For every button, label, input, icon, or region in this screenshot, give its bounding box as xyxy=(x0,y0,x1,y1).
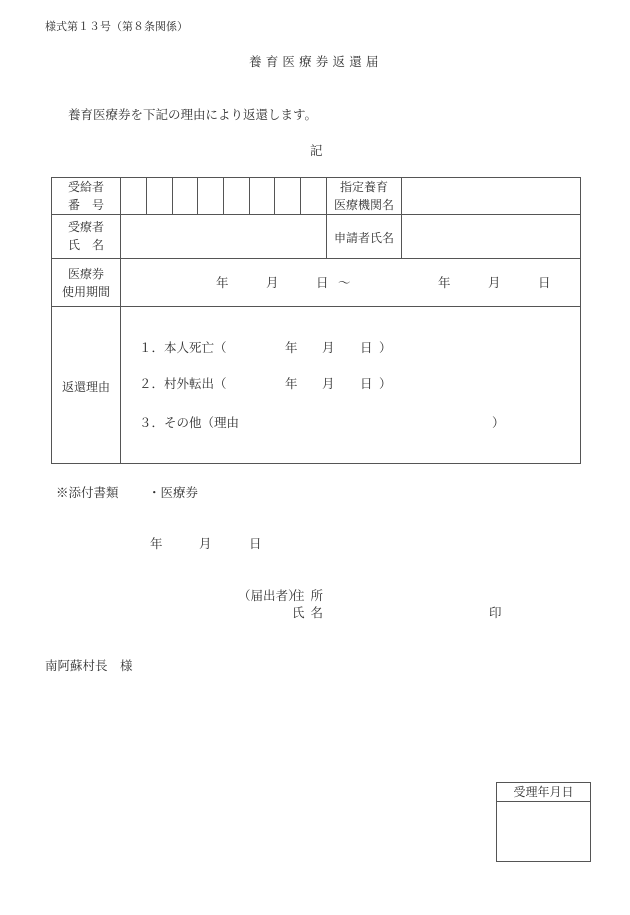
usage-period-label: 医療券 使用期間 xyxy=(61,267,110,299)
ki-label: 記 xyxy=(310,143,323,158)
reason-2-close: ） xyxy=(379,376,392,391)
designated-institution-label: 指定養育 医療機関名 xyxy=(333,180,394,212)
reason-2-text: ２．村外転出（ xyxy=(139,376,227,391)
digit-box-4[interactable] xyxy=(198,178,223,214)
submission-year-label: 年 xyxy=(150,536,163,551)
return-form-table xyxy=(51,177,581,464)
reason-2-year: 年 xyxy=(285,376,298,391)
intro-text: 養育医療券を下記の理由により返還します。 xyxy=(68,107,318,122)
designated-institution-field[interactable] xyxy=(402,178,580,214)
notifier-address-label: 住所 xyxy=(292,588,330,603)
applicant-name-field[interactable] xyxy=(402,215,580,258)
row-divider xyxy=(52,258,580,259)
reason-2-month: 月 xyxy=(322,376,335,391)
digit-box-3[interactable] xyxy=(173,178,197,214)
submission-day-label: 日 xyxy=(249,536,262,551)
from-day-label: 日 xyxy=(316,275,329,290)
addressee: 南阿蘇村長 様 xyxy=(45,658,133,673)
notifier-label: （届出者） xyxy=(238,588,301,603)
document-title: 養育医療券返還届 xyxy=(249,54,383,69)
seal-mark: 印 xyxy=(489,605,502,620)
reason-1-close: ） xyxy=(379,340,392,355)
to-day-label: 日 xyxy=(538,275,551,290)
patient-name-field[interactable] xyxy=(121,215,326,258)
digit-box-7[interactable] xyxy=(275,178,300,214)
reason-3-close: ） xyxy=(492,415,505,430)
notifier-name-label: 氏名 xyxy=(292,605,330,620)
period-separator: ～ xyxy=(338,275,351,290)
patient-name-label: 受療者 氏 名 xyxy=(67,220,104,252)
applicant-name-label: 申請者氏名 xyxy=(333,231,394,245)
digit-box-1[interactable] xyxy=(121,178,146,214)
attachment-item-medical-ticket: ・医療券 xyxy=(148,485,199,500)
digit-box-6[interactable] xyxy=(250,178,274,214)
attachments-label: ※添付書類 xyxy=(56,485,119,500)
reason-2-day: 日 xyxy=(360,376,373,391)
digit-box-5[interactable] xyxy=(224,178,249,214)
reason-1-year: 年 xyxy=(285,340,298,355)
return-reason-label: 返還理由 xyxy=(61,380,110,394)
from-year-label: 年 xyxy=(216,275,229,290)
receipt-date-field[interactable] xyxy=(497,802,590,861)
receipt-date-box xyxy=(496,782,591,862)
reason-1-text: １．本人死亡（ xyxy=(139,340,227,355)
recipient-number-label: 受給者 番 号 xyxy=(67,180,104,212)
from-month-label: 月 xyxy=(266,275,279,290)
reason-1-day: 日 xyxy=(360,340,373,355)
reason-3-text: ３．その他（理由 xyxy=(139,415,240,430)
to-year-label: 年 xyxy=(438,275,451,290)
receipt-date-label: 受理年月日 xyxy=(497,783,590,802)
submission-month-label: 月 xyxy=(199,536,212,551)
form-number: 様式第１３号（第８条関係） xyxy=(45,20,188,33)
digit-box-2[interactable] xyxy=(147,178,172,214)
row-divider xyxy=(52,306,580,307)
digit-box-8[interactable] xyxy=(301,178,326,214)
to-month-label: 月 xyxy=(488,275,501,290)
reason-1-month: 月 xyxy=(322,340,335,355)
